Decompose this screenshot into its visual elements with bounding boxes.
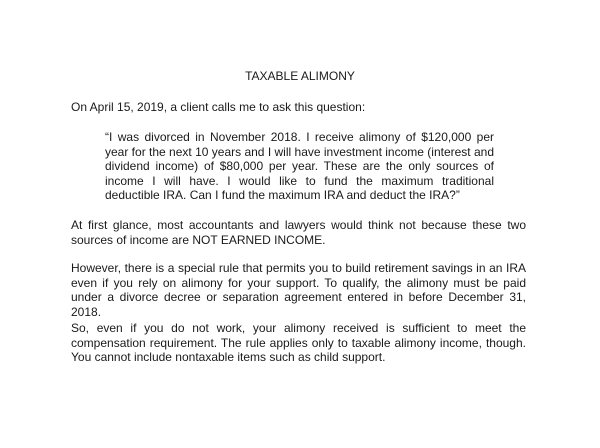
first-glance-paragraph: At first glance, most accountants and lawyers would think not because these two sources of income are NOT EARNED INCOME. — [71, 218, 526, 247]
intro-paragraph: On April 15, 2019, a client calls me to ask this question: — [71, 100, 366, 114]
client-quote: “I was divorced in November 2018. I receive alimony of $120,000 per year for the next 10 years and I will have investment income (interest and dividend income) of $80,000 per year. These are the only sources of income I will have. I would like to fund the maximum traditional deductible IRA. Can I fund the maximum IRA and deduct the IRA?” — [105, 130, 494, 202]
document-title: TAXABLE ALIMONY — [245, 69, 355, 83]
conclusion-paragraph: So, even if you do not work, your alimony received is sufficient to meet the compensation requirement. The rule applies only to taxable alimony income, though. You cannot include nontaxable items such as child support. — [71, 321, 526, 364]
special-rule-paragraph: However, there is a special rule that permits you to build retirement savings in an IRA even if you rely on alimony for your support. To qualify, the alimony must be paid under a divorce decree or separation agreement entered in before December 31, 2018. — [71, 261, 526, 319]
